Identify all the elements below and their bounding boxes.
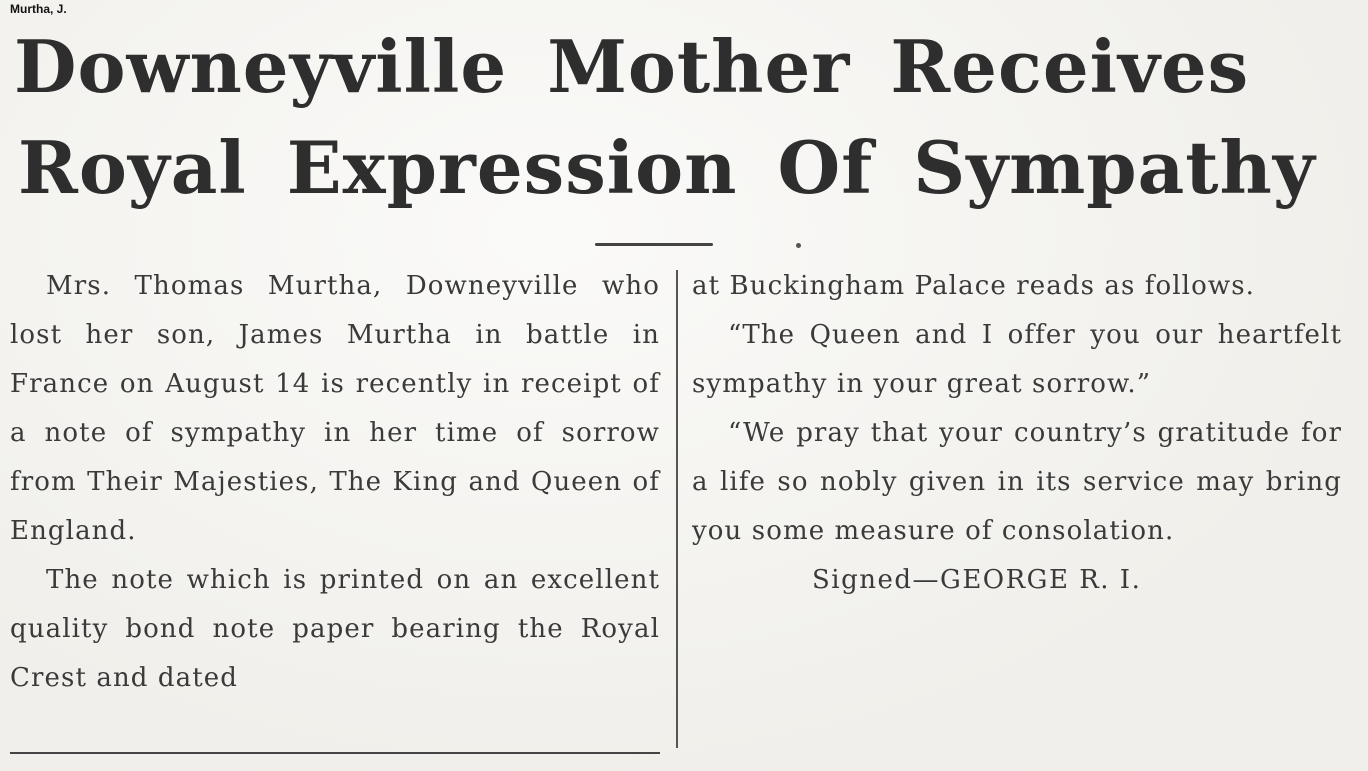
headline-line-2: Royal Expression Of Sympathy: [18, 125, 1316, 210]
column-divider: [676, 270, 678, 748]
column1-paragraph-2: The note which is printed on an excellent quality bond note paper bearing the Royal Crest and dated: [10, 565, 660, 693]
column2-paragraph-3: “We pray that your country’s gratitude for a life so nobly given in its service may bring you some measure of consolation.: [692, 418, 1342, 546]
column1-paragraph-1: Mrs. Thomas Murtha, Downeyville who lost her son, James Murtha in battle in France on August 14 is recently in receipt of a note of sympathy in her time of sorrow from Their Majesties, The King and Queen of England.: [10, 271, 660, 546]
headline-rule: [595, 243, 713, 246]
column2-paragraph-1: at Buckingham Palace reads as follows.: [692, 271, 1256, 301]
article-column-1: [10, 262, 660, 703]
headline-line-1: Downeyville Mother Receives: [14, 24, 1250, 109]
article-column-2: [692, 262, 1342, 605]
clipping-label: Murtha, J.: [10, 2, 67, 16]
bottom-rule: [10, 752, 660, 754]
signature: Signed—GEORGE R. I.: [812, 565, 1142, 595]
ornament-dot: [796, 243, 801, 248]
column2-paragraph-2: “The Queen and I offer you our heartfelt sympathy in your great sorrow.”: [692, 320, 1342, 399]
